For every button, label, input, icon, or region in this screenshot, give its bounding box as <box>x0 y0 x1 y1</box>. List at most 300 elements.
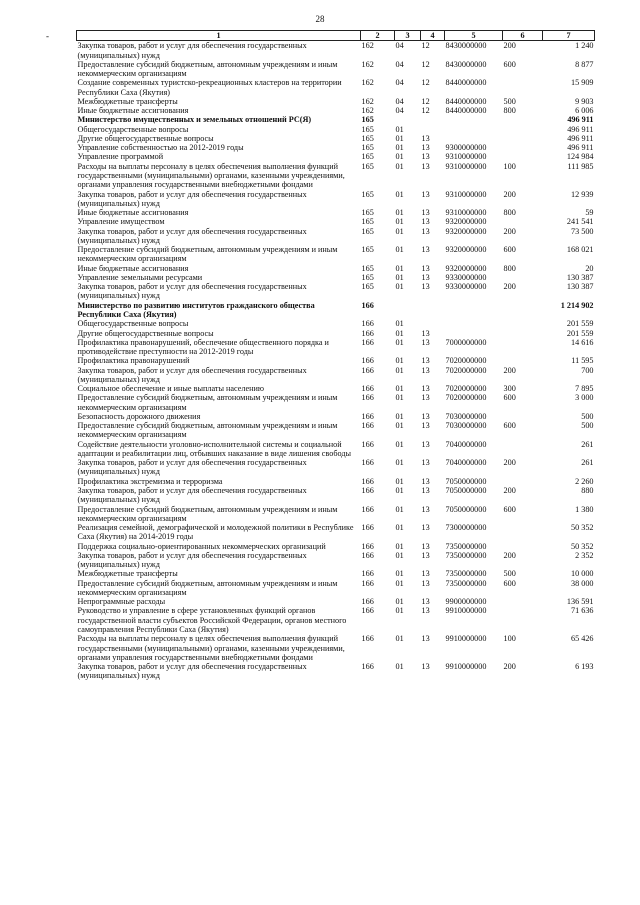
row-section <box>395 115 421 124</box>
row-section: 01 <box>395 541 404 551</box>
row-target-article: 7020000000 <box>445 384 487 394</box>
row-section: 01 <box>395 662 404 672</box>
row-subsection: 13 <box>421 384 430 394</box>
row-expense-type <box>503 319 543 328</box>
row-target-article: 8440000000 <box>445 106 487 116</box>
row-target-article: 9910000000 <box>445 606 487 616</box>
row-name: Закупка товаров, работ и услуг для обеспечения государственных (муниципальных) нужд <box>77 41 307 60</box>
row-section: 01 <box>395 356 404 366</box>
row-name: Межбюджетные трансферты <box>77 96 178 106</box>
row-section: 01 <box>395 550 404 560</box>
row-target-article: 7020000000 <box>445 365 487 375</box>
row-name: Закупка товаров, работ и услуг для обеспечения государственных (муниципальных) нужд <box>77 282 307 301</box>
row-target-article: 7050000000 <box>445 476 487 486</box>
row-section: 01 <box>395 393 404 403</box>
table-body <box>77 41 595 681</box>
row-section: 01 <box>395 523 404 533</box>
row-amount: 14 616 <box>570 337 594 347</box>
row-grbs: 162 <box>361 59 374 69</box>
row-amount: 20 <box>585 263 594 273</box>
table-row <box>77 208 595 217</box>
row-grbs: 165 <box>361 263 374 273</box>
row-subsection: 13 <box>421 133 430 143</box>
row-section: 01 <box>395 189 404 199</box>
row-grbs: 162 <box>361 96 374 106</box>
row-expense-type <box>503 78 543 97</box>
row-subsection: 13 <box>421 550 430 560</box>
row-name: Управление земельными ресурсами <box>77 272 203 282</box>
row-grbs: 166 <box>361 393 374 403</box>
row-section: 01 <box>395 319 404 329</box>
row-amount: 136 591 <box>566 597 594 607</box>
row-name: Иные бюджетные ассигнования <box>77 263 189 273</box>
row-expense-type: 100 <box>503 161 516 171</box>
row-amount: 2 352 <box>575 550 594 560</box>
row-grbs: 165 <box>361 282 374 292</box>
table-row <box>77 134 595 143</box>
header-col-4: 4 <box>421 31 445 41</box>
row-target-article: 9310000000 <box>445 161 487 171</box>
row-section: 01 <box>395 504 404 514</box>
table-row <box>77 477 595 486</box>
row-subsection: 13 <box>421 476 430 486</box>
row-amount: 168 021 <box>566 245 594 255</box>
row-section: 01 <box>395 476 404 486</box>
row-target-article <box>445 329 503 338</box>
row-expense-type: 200 <box>503 458 516 468</box>
row-expense-type: 200 <box>503 662 516 672</box>
row-name: Безопасность дорожного движения <box>77 411 201 421</box>
row-target-article: 9330000000 <box>445 282 487 292</box>
row-target-article: 9320000000 <box>445 226 487 236</box>
row-name: Предоставление субсидий бюджетным, автономным учреждениям и иным некоммерческим организациям <box>77 245 338 264</box>
row-name: Предоставление субсидий бюджетным, автономным учреждениям и иным некоммерческим организациям <box>77 421 338 440</box>
header-col-1: 1 <box>77 31 361 41</box>
row-expense-type <box>503 217 543 226</box>
row-expense-type: 500 <box>503 96 516 106</box>
table-row <box>77 440 595 459</box>
row-subsection: 12 <box>421 59 430 69</box>
row-grbs: 166 <box>361 384 374 394</box>
row-amount: 496 911 <box>567 124 594 134</box>
row-target-article: 7020000000 <box>445 356 487 366</box>
row-amount: 1 214 902 <box>560 300 594 310</box>
row-expense-type: 300 <box>503 384 516 394</box>
row-target-article: 9300000000 <box>445 143 487 153</box>
table-row <box>77 273 595 282</box>
row-subsection: 13 <box>421 393 430 403</box>
row-amount: 496 911 <box>567 133 594 143</box>
header-col-5: 5 <box>445 31 503 41</box>
row-grbs: 166 <box>361 662 374 672</box>
row-expense-type: 200 <box>503 365 516 375</box>
row-target-article <box>445 115 503 124</box>
row-amount: 71 636 <box>570 606 594 616</box>
row-expense-type <box>503 606 543 634</box>
header-col-2: 2 <box>361 31 395 41</box>
table-row <box>77 329 595 338</box>
row-expense-type <box>503 412 543 421</box>
table-row <box>77 551 595 570</box>
table-row <box>77 125 595 134</box>
row-section: 01 <box>395 597 404 607</box>
table-row <box>77 523 595 542</box>
row-name: Профилактика правонарушений, обеспечение общественного порядка и противодействие преступности на 2012-2019 годы <box>77 337 329 357</box>
row-subsection: 13 <box>421 458 430 468</box>
row-section: 01 <box>395 569 404 579</box>
row-target-article: 7040000000 <box>445 439 487 449</box>
row-name: Профилактика правонарушений <box>77 356 190 366</box>
row-expense-type <box>503 440 543 459</box>
row-grbs: 166 <box>361 504 374 514</box>
table-row <box>77 606 595 634</box>
row-section <box>395 301 421 320</box>
table-row <box>77 505 595 524</box>
row-target-article: 9310000000 <box>445 208 487 218</box>
row-section: 01 <box>395 245 404 255</box>
row-section: 01 <box>395 458 404 468</box>
row-grbs: 165 <box>361 245 374 255</box>
row-subsection: 13 <box>421 217 430 227</box>
table-row <box>77 421 595 440</box>
header-col-6: 6 <box>503 31 543 41</box>
row-target-article: 8430000000 <box>445 59 487 69</box>
row-section: 01 <box>395 384 404 394</box>
row-expense-type: 800 <box>503 208 516 218</box>
row-section: 04 <box>395 106 404 116</box>
row-subsection: 13 <box>421 634 430 644</box>
row-section: 01 <box>395 421 404 431</box>
row-name: Расходы на выплаты персоналу в целях обеспечения выполнения функций государственными (муниципальными) органами, казенными учреждениями, органами управления государственными внебюджетными фондами <box>77 161 345 190</box>
row-subsection: 13 <box>421 282 430 292</box>
row-grbs: 166 <box>361 541 374 551</box>
row-name: Управление собственностью на 2012-2019 годы <box>77 143 244 153</box>
row-subsection: 13 <box>421 245 430 255</box>
row-subsection: 13 <box>421 597 430 607</box>
row-subsection: 12 <box>421 78 430 88</box>
row-subsection: 13 <box>421 328 430 338</box>
table-row <box>77 227 595 246</box>
row-subsection: 13 <box>421 606 430 616</box>
row-grbs: 165 <box>361 115 374 125</box>
row-target-article: 7350000000 <box>445 550 487 560</box>
row-amount: 6 193 <box>575 662 594 672</box>
row-amount: 496 911 <box>567 143 594 153</box>
row-amount: 130 387 <box>566 272 594 282</box>
row-grbs: 166 <box>361 458 374 468</box>
row-expense-type <box>503 273 543 282</box>
row-name: Иные бюджетные ассигнования <box>77 208 189 218</box>
row-amount: 38 000 <box>570 578 594 588</box>
row-expense-type <box>503 356 543 365</box>
table-row <box>77 217 595 226</box>
row-subsection: 13 <box>421 523 430 533</box>
row-amount: 880 <box>581 486 594 496</box>
row-subsection: 13 <box>421 662 430 672</box>
table-row <box>77 78 595 97</box>
row-amount: 7 895 <box>575 384 594 394</box>
header-col-7: 7 <box>543 31 595 41</box>
row-name: Расходы на выплаты персоналу в целях обеспечения выполнения функций государственными (муниципальными) органами, казенными учреждениями, органами управления государственными внебюджетными фондами <box>77 634 345 662</box>
row-grbs: 166 <box>361 606 374 616</box>
row-target-article: 9320000000 <box>445 263 487 273</box>
row-amount: 6 006 <box>575 106 594 116</box>
row-expense-type: 600 <box>503 504 516 514</box>
row-grbs: 166 <box>361 486 374 496</box>
row-grbs: 165 <box>361 189 374 199</box>
row-target-article: 7350000000 <box>445 578 487 588</box>
row-target-article <box>445 301 503 320</box>
table-header <box>77 31 595 41</box>
row-name: Закупка товаров, работ и услуг для обеспечения государственных (муниципальных) нужд <box>77 550 307 570</box>
table-row <box>77 634 595 662</box>
row-amount: 1 380 <box>575 504 594 514</box>
row-subsection <box>421 115 445 124</box>
row-grbs: 166 <box>361 365 374 375</box>
row-amount: 261 <box>581 439 594 449</box>
row-subsection: 13 <box>421 439 430 449</box>
row-section: 01 <box>395 272 404 282</box>
row-expense-type: 200 <box>503 550 516 560</box>
table-row <box>77 190 595 209</box>
row-amount: 12 939 <box>570 189 594 199</box>
row-expense-type <box>503 338 543 357</box>
row-amount: 2 260 <box>575 476 594 486</box>
row-target-article: 9910000000 <box>445 634 487 644</box>
row-target-article <box>445 134 503 143</box>
row-expense-type: 200 <box>503 189 516 199</box>
table-row <box>77 60 595 79</box>
row-amount: 241 541 <box>566 217 594 227</box>
row-name: Закупка товаров, работ и услуг для обеспечения государственных (муниципальных) нужд <box>77 189 307 208</box>
row-grbs: 165 <box>361 143 374 153</box>
row-amount: 59 <box>585 208 594 218</box>
row-target-article: 9900000000 <box>445 597 487 607</box>
row-grbs: 166 <box>361 328 374 338</box>
row-amount: 700 <box>581 365 594 375</box>
row-section: 01 <box>395 152 404 162</box>
row-amount: 65 426 <box>570 634 594 644</box>
row-name: Профилактика экстремизма и терроризма <box>77 476 223 486</box>
row-target-article: 8440000000 <box>445 96 487 106</box>
row-name: Создание современных туристско-рекреационных кластеров на территории Республики Саха (Якутия) <box>77 78 342 97</box>
row-name: Предоставление субсидий бюджетным, автономным учреждениям и иным некоммерческим организациям <box>77 59 338 79</box>
row-target-article: 7020000000 <box>445 393 487 403</box>
table-row <box>77 384 595 393</box>
row-grbs: 162 <box>361 106 374 116</box>
row-grbs: 166 <box>361 634 374 644</box>
table-row <box>77 458 595 477</box>
row-section: 04 <box>395 96 404 106</box>
row-amount: 50 352 <box>570 523 594 533</box>
row-expense-type: 200 <box>503 226 516 236</box>
row-target-article: 7030000000 <box>445 421 487 431</box>
row-name: Министерство по развитию институтов гражданского общества Республики Саха (Якутия) <box>77 300 315 319</box>
row-amount: 11 595 <box>571 356 594 366</box>
row-name: Закупка товаров, работ и услуг для обеспечения государственных (муниципальных) нужд <box>77 365 307 384</box>
row-expense-type: 800 <box>503 106 516 116</box>
row-name: Руководство и управление в сфере установленных функций органов государственной власти субъектов Российской Федерации, органов местного самоуправления Республики Саха (Якутия) <box>77 606 347 634</box>
row-expense-type <box>503 542 543 551</box>
table-row <box>77 319 595 328</box>
row-section: 01 <box>395 634 404 644</box>
row-name: Министерство имущественных и земельных отношений РС(Я) <box>77 115 312 125</box>
row-grbs: 166 <box>361 421 374 431</box>
row-expense-type <box>503 143 543 152</box>
row-target-article <box>445 125 503 134</box>
row-subsection: 13 <box>421 421 430 431</box>
row-name: Закупка товаров, работ и услуг для обеспечения государственных (муниципальных) нужд <box>77 662 307 681</box>
row-subsection: 13 <box>421 263 430 273</box>
row-section: 01 <box>395 282 404 292</box>
page-number: 28 <box>315 14 325 24</box>
row-grbs: 165 <box>361 133 374 143</box>
row-expense-type <box>503 477 543 486</box>
row-subsection: 13 <box>421 152 430 162</box>
row-section: 01 <box>395 439 404 449</box>
table-row <box>77 301 595 320</box>
row-section: 04 <box>395 41 404 51</box>
row-amount: 10 000 <box>570 569 594 579</box>
margin-mark: - <box>46 31 49 41</box>
row-target-article: 7030000000 <box>445 411 487 421</box>
row-subsection: 13 <box>421 504 430 514</box>
table-row <box>77 412 595 421</box>
row-expense-type <box>503 115 543 124</box>
row-subsection <box>421 319 445 328</box>
row-target-article: 8440000000 <box>445 78 487 88</box>
row-expense-type <box>503 134 543 143</box>
row-name: Социальное обеспечение и иные выплаты населению <box>77 384 264 394</box>
row-section: 01 <box>395 328 404 338</box>
table-row <box>77 597 595 606</box>
row-subsection: 13 <box>421 486 430 496</box>
row-grbs: 165 <box>361 217 374 227</box>
row-expense-type: 200 <box>503 486 516 496</box>
row-name: Предоставление субсидий бюджетным, автономным учреждениям и иным некоммерческим организациям <box>77 504 338 523</box>
row-section: 01 <box>395 143 404 153</box>
row-subsection: 13 <box>421 189 430 199</box>
row-subsection: 13 <box>421 161 430 171</box>
row-name: Другие общегосударственные вопросы <box>77 133 214 143</box>
row-subsection: 13 <box>421 356 430 366</box>
row-target-article: 9310000000 <box>445 189 487 199</box>
row-amount: 111 985 <box>567 161 594 171</box>
row-subsection: 13 <box>421 226 430 236</box>
row-grbs: 165 <box>361 124 374 134</box>
row-grbs: 166 <box>361 337 374 347</box>
row-subsection: 13 <box>421 143 430 153</box>
row-subsection: 13 <box>421 208 430 218</box>
row-grbs: 166 <box>361 319 374 329</box>
row-target-article: 9310000000 <box>445 152 487 162</box>
row-target-article: 7350000000 <box>445 569 487 579</box>
row-section: 01 <box>395 161 404 171</box>
row-grbs: 165 <box>361 226 374 236</box>
row-name: Закупка товаров, работ и услуг для обеспечения государственных (муниципальных) нужд <box>77 458 307 477</box>
row-subsection: 13 <box>421 578 430 588</box>
row-target-article: 7350000000 <box>445 541 487 551</box>
row-target-article: 9910000000 <box>445 662 487 672</box>
row-expense-type: 200 <box>503 41 516 51</box>
row-subsection: 12 <box>421 96 430 106</box>
row-section: 01 <box>395 263 404 273</box>
row-expense-type: 200 <box>503 282 516 292</box>
row-expense-type: 600 <box>503 421 516 431</box>
row-grbs: 165 <box>361 272 374 282</box>
row-grbs: 166 <box>361 578 374 588</box>
row-amount: 124 984 <box>566 152 594 162</box>
table-row <box>77 569 595 578</box>
row-grbs: 166 <box>361 411 374 421</box>
row-name: Межбюджетные трансферты <box>77 569 178 579</box>
row-amount: 15 909 <box>570 78 594 88</box>
row-grbs: 165 <box>361 152 374 162</box>
row-name: Предоставление субсидий бюджетным, автономным учреждениям и иным некоммерческим организациям <box>77 393 338 412</box>
row-expense-type: 600 <box>503 59 516 69</box>
table-row <box>77 486 595 505</box>
row-amount: 500 <box>581 411 594 421</box>
row-name: Общегосударственные вопросы <box>77 319 189 329</box>
row-expense-type: 600 <box>503 393 516 403</box>
budget-table <box>76 30 595 681</box>
row-subsection: 13 <box>421 541 430 551</box>
table-row <box>77 356 595 365</box>
row-subsection: 13 <box>421 569 430 579</box>
row-name: Содействие деятельности уголовно-исполнительной системы и социальной адаптации и реабилитации лиц, отбывших наказание в виде лишения свободы <box>77 439 352 458</box>
row-amount: 201 559 <box>566 328 594 338</box>
row-section: 01 <box>395 411 404 421</box>
row-subsection: 12 <box>421 106 430 116</box>
table-row <box>77 542 595 551</box>
row-target-article <box>445 319 503 328</box>
row-subsection: 12 <box>421 41 430 51</box>
table-row <box>77 393 595 412</box>
row-name: Общегосударственные вопросы <box>77 124 189 134</box>
row-amount: 201 559 <box>566 319 594 329</box>
row-section: 01 <box>395 226 404 236</box>
row-target-article: 9320000000 <box>445 245 487 255</box>
row-amount: 8 877 <box>575 59 594 69</box>
row-target-article: 7050000000 <box>445 504 487 514</box>
row-target-article: 9320000000 <box>445 217 487 227</box>
row-grbs: 162 <box>361 41 374 51</box>
row-expense-type <box>503 597 543 606</box>
row-target-article: 7000000000 <box>445 337 487 347</box>
row-amount: 130 387 <box>566 282 594 292</box>
row-section: 01 <box>395 606 404 616</box>
row-section: 04 <box>395 59 404 69</box>
table-row <box>77 264 595 273</box>
row-amount: 1 240 <box>575 41 594 51</box>
row-section: 01 <box>395 578 404 588</box>
row-name: Другие общегосударственные вопросы <box>77 328 214 338</box>
header-col-3: 3 <box>395 31 421 41</box>
row-subsection <box>421 301 445 320</box>
row-grbs: 166 <box>361 439 374 449</box>
row-grbs: 166 <box>361 476 374 486</box>
row-subsection: 13 <box>421 337 430 347</box>
row-amount: 50 352 <box>570 541 594 551</box>
table-row <box>77 152 595 161</box>
row-section: 01 <box>395 486 404 496</box>
row-expense-type: 800 <box>503 263 516 273</box>
row-expense-type <box>503 329 543 338</box>
table-row <box>77 245 595 264</box>
row-grbs: 166 <box>361 569 374 579</box>
row-subsection: 13 <box>421 365 430 375</box>
row-name: Иные бюджетные ассигнования <box>77 106 189 116</box>
